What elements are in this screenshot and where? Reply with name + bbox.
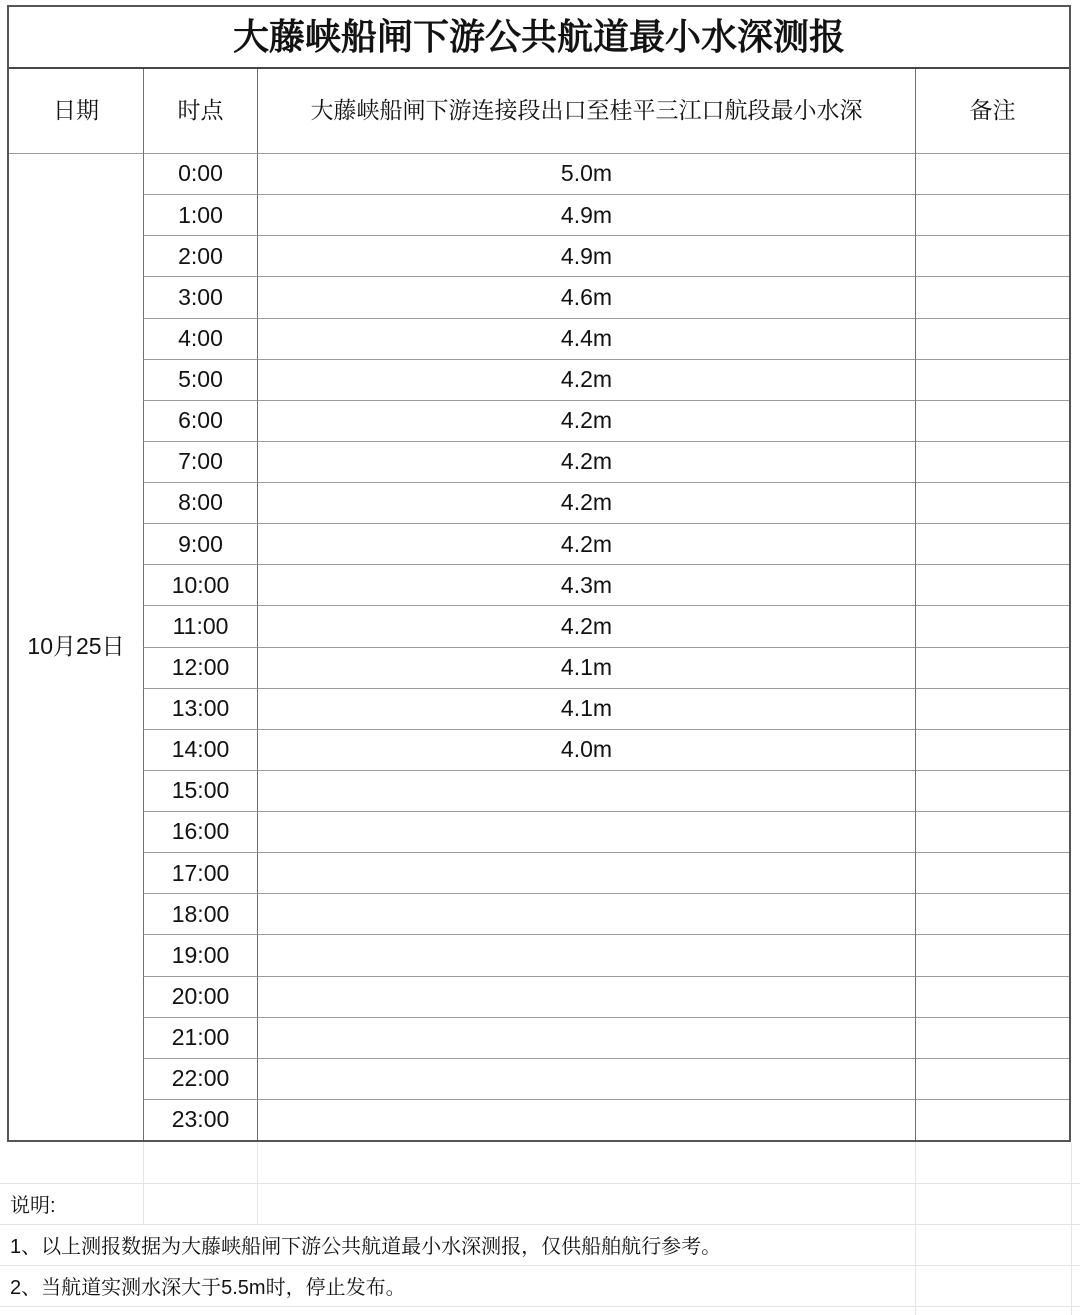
depth-cell <box>257 976 915 1017</box>
depth-cell: 4.2m <box>257 482 915 523</box>
note-item-2: 2、当航道实测水深大于5.5m时，停止发布。 <box>10 1277 406 1299</box>
gridline-horizontal <box>0 1306 1080 1307</box>
remark-cell <box>915 523 1069 564</box>
time-cell: 6:00 <box>143 400 257 441</box>
time-cell: 1:00 <box>143 194 257 235</box>
time-cell: 4:00 <box>143 318 257 359</box>
gridline-horizontal <box>0 1183 1080 1184</box>
header-time: 时点 <box>143 69 257 153</box>
depth-cell <box>257 1017 915 1058</box>
depth-cell: 4.2m <box>257 359 915 400</box>
depth-cell <box>257 1099 915 1140</box>
depth-cell: 4.2m <box>257 523 915 564</box>
time-cell: 17:00 <box>143 852 257 893</box>
time-cell: 9:00 <box>143 523 257 564</box>
gridline-vertical <box>143 1142 144 1224</box>
depth-cell: 4.2m <box>257 400 915 441</box>
remark-cell <box>915 811 1069 852</box>
time-cell: 12:00 <box>143 647 257 688</box>
time-cell: 16:00 <box>143 811 257 852</box>
report-title: 大藤峡船闸下游公共航道最小水深测报 <box>9 7 1069 69</box>
date-cell: 10月25日 <box>9 153 143 1140</box>
remark-cell <box>915 1017 1069 1058</box>
remark-cell <box>915 153 1069 194</box>
time-cell: 7:00 <box>143 441 257 482</box>
time-cell: 2:00 <box>143 235 257 276</box>
time-cell: 11:00 <box>143 605 257 646</box>
depth-cell: 4.0m <box>257 729 915 770</box>
depth-cell: 4.9m <box>257 194 915 235</box>
remark-cell <box>915 688 1069 729</box>
note-item-1: 1、以上测报数据为大藤峡船闸下游公共航道最小水深测报，仅供船舶航行参考。 <box>10 1236 722 1258</box>
time-cell: 22:00 <box>143 1058 257 1099</box>
gridline-vertical <box>1071 1142 1072 1315</box>
remark-cell <box>915 852 1069 893</box>
remark-cell <box>915 194 1069 235</box>
depth-cell <box>257 934 915 975</box>
time-cell: 5:00 <box>143 359 257 400</box>
depth-cell <box>257 852 915 893</box>
depth-cell: 4.4m <box>257 318 915 359</box>
gridline-vertical <box>257 1142 258 1224</box>
remark-cell <box>915 482 1069 523</box>
remark-cell <box>915 235 1069 276</box>
time-cell: 20:00 <box>143 976 257 1017</box>
remark-cell <box>915 1058 1069 1099</box>
depth-cell: 4.2m <box>257 441 915 482</box>
time-cell: 18:00 <box>143 893 257 934</box>
depth-cell <box>257 893 915 934</box>
depth-cell: 4.1m <box>257 647 915 688</box>
time-cell: 15:00 <box>143 770 257 811</box>
remark-cell <box>915 729 1069 770</box>
time-cell: 0:00 <box>143 153 257 194</box>
remark-cell <box>915 441 1069 482</box>
remark-cell <box>915 893 1069 934</box>
remark-cell <box>915 647 1069 688</box>
remark-cell <box>915 400 1069 441</box>
time-cell: 3:00 <box>143 276 257 317</box>
remark-cell <box>915 359 1069 400</box>
depth-cell: 4.9m <box>257 235 915 276</box>
time-cell: 13:00 <box>143 688 257 729</box>
report-table <box>7 5 1071 1142</box>
header-depth: 大藤峡船闸下游连接段出口至桂平三江口航段最小水深 <box>257 69 915 153</box>
gridline-vertical <box>915 1142 916 1315</box>
remark-cell <box>915 934 1069 975</box>
time-cell: 23:00 <box>143 1099 257 1140</box>
time-cell: 21:00 <box>143 1017 257 1058</box>
remark-cell <box>915 976 1069 1017</box>
depth-cell: 4.6m <box>257 276 915 317</box>
time-cell: 10:00 <box>143 564 257 605</box>
remark-cell <box>915 318 1069 359</box>
notes-label: 说明: <box>10 1195 56 1217</box>
remark-cell <box>915 770 1069 811</box>
depth-cell: 4.1m <box>257 688 915 729</box>
depth-cell <box>257 1058 915 1099</box>
time-cell: 19:00 <box>143 934 257 975</box>
remark-cell <box>915 276 1069 317</box>
depth-cell: 4.3m <box>257 564 915 605</box>
depth-cell <box>257 770 915 811</box>
depth-cell: 5.0m <box>257 153 915 194</box>
remark-cell <box>915 564 1069 605</box>
remark-cell <box>915 1099 1069 1140</box>
remark-cell <box>915 605 1069 646</box>
depth-cell <box>257 811 915 852</box>
depth-cell: 4.2m <box>257 605 915 646</box>
header-date: 日期 <box>53 97 99 124</box>
header-remark: 备注 <box>915 69 1069 153</box>
time-cell: 8:00 <box>143 482 257 523</box>
time-cell: 14:00 <box>143 729 257 770</box>
